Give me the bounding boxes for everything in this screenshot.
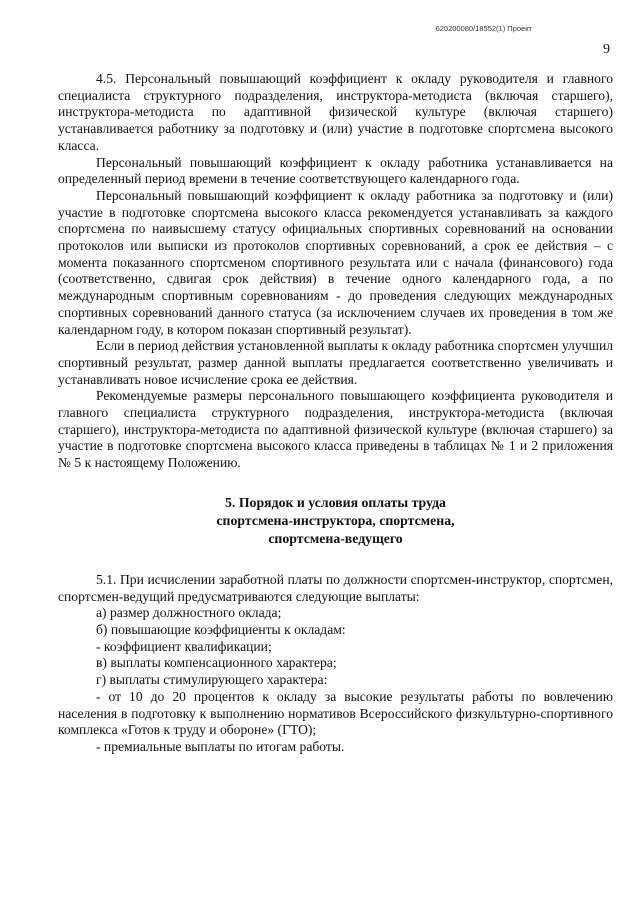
document-id: 620200080/18552(1) Проект (435, 24, 532, 33)
paragraph-4-5: 4.5. Персональный повышающий коэффициент к окладу руководителя и главного специалиста структурного подразделения, инструктора-методиста (включая старшего), инструктора-методиста по адаптивной физической культуре (включая старшего) устанавливается работнику за подготовку и (или) участие в подготовке спортсмена высокого класса. (58, 71, 613, 153)
list-item: б) повышающие коэффициенты к окладам: (96, 621, 346, 637)
list-item: а) размер должностного оклада; (96, 605, 282, 621)
paragraph-recommended-sizes: Рекомендуемые размеры персонального повышающего коэффициента руководителя и главного специалиста структурного подразделения, инструктора-методиста (включая старшего), инструктора-методиста по адаптивной физической культуре (включая старшего) за участие в подготовке спортсмена высокого класса приведены в таблицах № 1 и 2 приложения № 5 к настоящему Положению. (58, 388, 613, 471)
section-title-line: спортсмена-ведущего (268, 530, 403, 546)
list-item: - премиальные выплаты по итогам работы. (96, 738, 345, 754)
page-number: 9 (603, 42, 610, 57)
section-5-title (58, 494, 613, 548)
list-item: - коэффициент квалификации; (96, 638, 272, 654)
list-item: г) выплаты стимулирующего характера: (96, 672, 328, 688)
list-item-gto: - от 10 до 20 процентов к окладу за высокие результаты работы по вовлечению населения в подготовку к выполнению нормативов Всероссийского физкультурно-спортивного комплекса «Готов к труду и обороне» (ГТО); (58, 688, 613, 738)
section-title-line: 5. Порядок и условия оплаты труда (225, 494, 446, 510)
section-title-line: спортсмена-инструктора, спортсмена, (216, 512, 455, 528)
paragraph-5-1: 5.1. При исчислении заработной платы по должности спортсмен-инструктор, спортсмен, спортсмен-ведущий предусматриваются следующие выплаты: (58, 571, 613, 604)
paragraph-per-athlete: Персональный повышающий коэффициент к окладу работника за подготовку и (или) участие в подготовке спортсмена высокого класса рекомендуется устанавливать за каждого спортсмена по наивысшему статусу официальных спортивных соревнований на основании протоколов или выписки из протоколов спортивных соревнований, а срок ее действия – с момента показанного спортсменом спортивного результата или с начала (финансового) года (соответственно, сдвигая срок действия) в течение одного календарного года, а по международным спортивным соревнованиям - до проведения следующих международных спортивных соревнований данного статуса (за исключением случаев их проведения в том же календарном году, в котором показан спортивный результат). (58, 187, 613, 337)
document-body (58, 71, 613, 756)
paragraph-period: Персональный повышающий коэффициент к окладу работника устанавливается на определенный период времени в течение соответствующего календарного года. (58, 154, 613, 187)
list-item: в) выплаты компенсационного характера; (96, 655, 337, 671)
paragraph-improvement: Если в период действия установленной выплаты к окладу работника спортсмен улучшил спортивный результат, размер данной выплаты предлагается соответственно увеличивать и устанавливать новое исчисление срока ее действия. (58, 338, 613, 387)
